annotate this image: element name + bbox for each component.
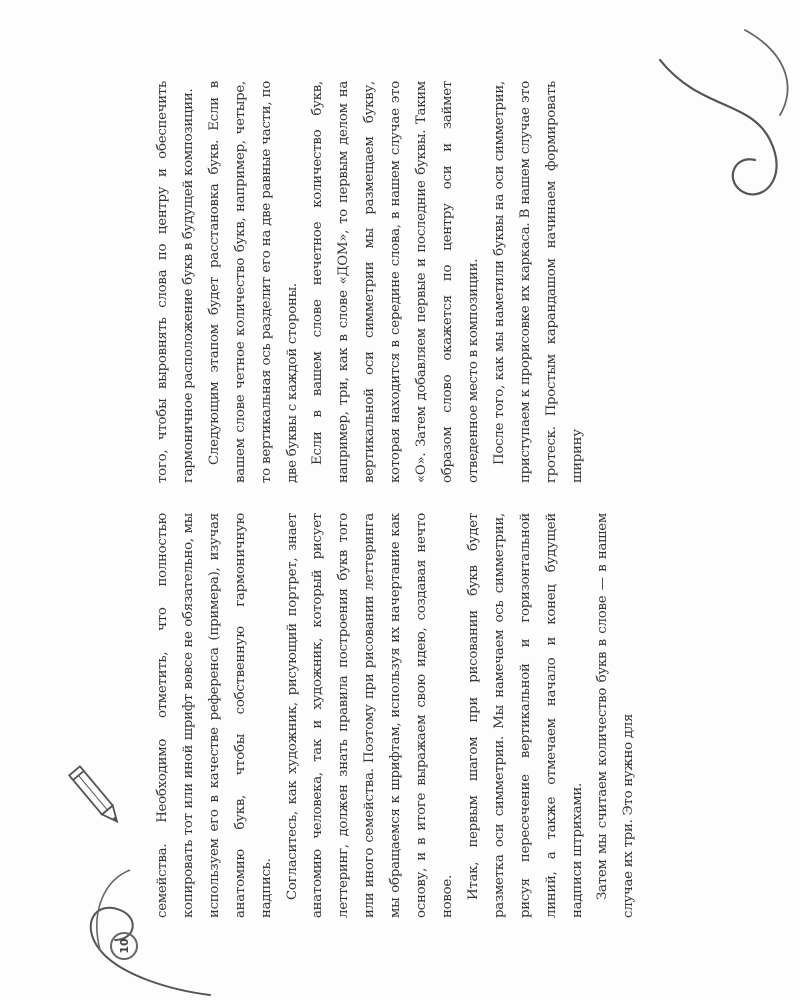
text-column-left: [150, 513, 642, 918]
paragraph: Следующим этапом будет расстановка букв. Если в вашем слове четное количество букв, например, четыре, то вертикальная ось разделит его на две равные части, по две буквы с каждой стороны.: [206, 81, 300, 483]
paragraph: семейства. Необходимо отметить, что полностью копировать тот или иной шрифт вовсе не обязательно, мы используем его в качестве референса (примера), изучая анатомию букв, чтобы собственную гармоничную надпись.: [155, 513, 274, 918]
flourish-top-icon: [640, 20, 800, 210]
paragraph: Если в вашем слове нечетное количество букв, например, три, как в слове «ДОМ», то первым делом на вертикальной оси симметрии мы размещаем букву, которая находится в середине слова, в нашем случае это «О». Затем добавляем первые и последние буквы. Таким образом слово окажется по центру оси и займет отведенное место в композиции.: [310, 81, 481, 483]
paragraph: После того, как мы наметили буквы на оси симметрии, приступаем к прорисовке их каркаса. В нашем случае это гротеск. Простым карандашом начинаем формировать ширину: [491, 81, 585, 483]
paragraph: Затем мы считаем количество букв в слове — в нашем случае их три. Это нужно для: [595, 513, 637, 918]
page-number: 10: [110, 932, 138, 960]
text-column-right: [150, 81, 590, 483]
paragraph: Согласитесь, как художник, рисующий портрет, знает анатомию человека, так и художник, который рисует леттеринг, должен знать правила построения букв того или иного семейства. Поэтому при рисовании леттеринга мы обращаемся к шрифтам, используя их начертание как основу, и в итоге выражаем свою идею, создавая нечто новое.: [284, 513, 455, 918]
rotated-text-area: [62, 50, 662, 980]
paragraph: того, чтобы выровнять слова по центру и обеспечить гармоничное расположение букв в будущей композиции.: [155, 81, 196, 483]
paragraph: Итак, первым шагом при рисовании букв будет разметка оси симметрии. Мы намечаем ось симметрии, рисуя пересечение вертикальной и горизонтальной линий, а также отмечаем начало и конец будущей надписи штрихами.: [465, 513, 585, 918]
